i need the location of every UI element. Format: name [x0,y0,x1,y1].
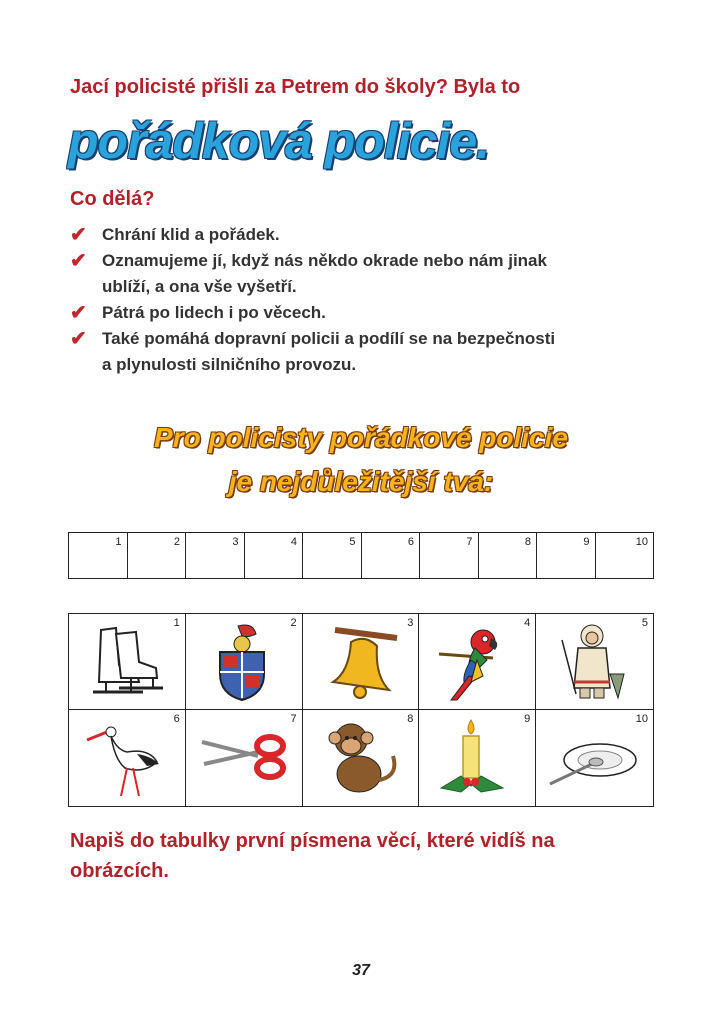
banner-line-2: je nejdůležitější tvá: [228,466,494,497]
answer-cell[interactable]: 4 [245,533,304,578]
answer-cell[interactable]: 9 [537,533,596,578]
stork-icon [81,716,171,798]
answer-cell[interactable]: 6 [362,533,421,578]
picture-cell: 2 [186,614,303,710]
bullet-item: ✔ Oznamujeme jí, když nás někdo okrade nebo nám jinak ublíží, a ona vše vyšetří. [70,250,547,296]
picture-cell: 5 [536,614,653,710]
picture-cell: 8 [303,710,420,806]
picture-grid [68,613,654,807]
bullet-item: ✔ Chrání klid a pořádek. [70,224,280,246]
bell-icon [315,620,405,702]
monkey-icon [315,716,405,798]
picture-cell: 1 [69,614,186,710]
answer-cell[interactable]: 8 [479,533,538,578]
answer-cell[interactable]: 7 [420,533,479,578]
banner-line-1: Pro policisty pořádkové policie [154,422,568,453]
plate-icon [548,716,638,798]
checkmark-icon: ✔ [70,328,87,350]
picture-cell: 7 [186,710,303,806]
answer-table [68,532,654,579]
answer-cell[interactable]: 5 [303,533,362,578]
eskimo-icon [548,620,638,702]
checkmark-icon: ✔ [70,224,87,246]
picture-cell: 6 [69,710,186,806]
subheading: Co dělá? [70,188,155,210]
answer-cell[interactable]: 10 [635,536,648,548]
bullet-item: ✔ Také pomáhá dopravní policii a podílí se na bezpečnosti a plynulosti silničního provozu. [70,328,556,374]
instruction: Napiš do tabulky první písmena věcí, které vidíš na obrázcích. [70,830,555,882]
checkmark-icon: ✔ [70,250,87,272]
picture-cell: 4 [419,614,536,710]
coat-of-arms-icon [198,620,288,702]
scissors-icon [198,716,288,798]
picture-cell: 9 [419,710,536,806]
answer-cell[interactable]: 1 [69,533,128,578]
answer-cell[interactable]: 3 [186,533,245,578]
main-title: pořádková policie. [68,113,490,169]
checkmark-icon: ✔ [70,302,87,324]
intro-question: Jací policisté přišli za Petrem do školy? Byla to [70,76,521,98]
ice-skates-icon [81,620,171,702]
candle-icon [431,716,521,798]
answer-cell[interactable]: 2 [128,533,187,578]
picture-cell: 10 [536,710,653,806]
bullet-item: ✔ Pátrá po lidech i po věcech. [70,302,326,324]
bullet-list [70,222,650,378]
page-number: 37 [352,962,370,979]
parrot-icon [431,620,521,702]
picture-cell: 3 [303,614,420,710]
